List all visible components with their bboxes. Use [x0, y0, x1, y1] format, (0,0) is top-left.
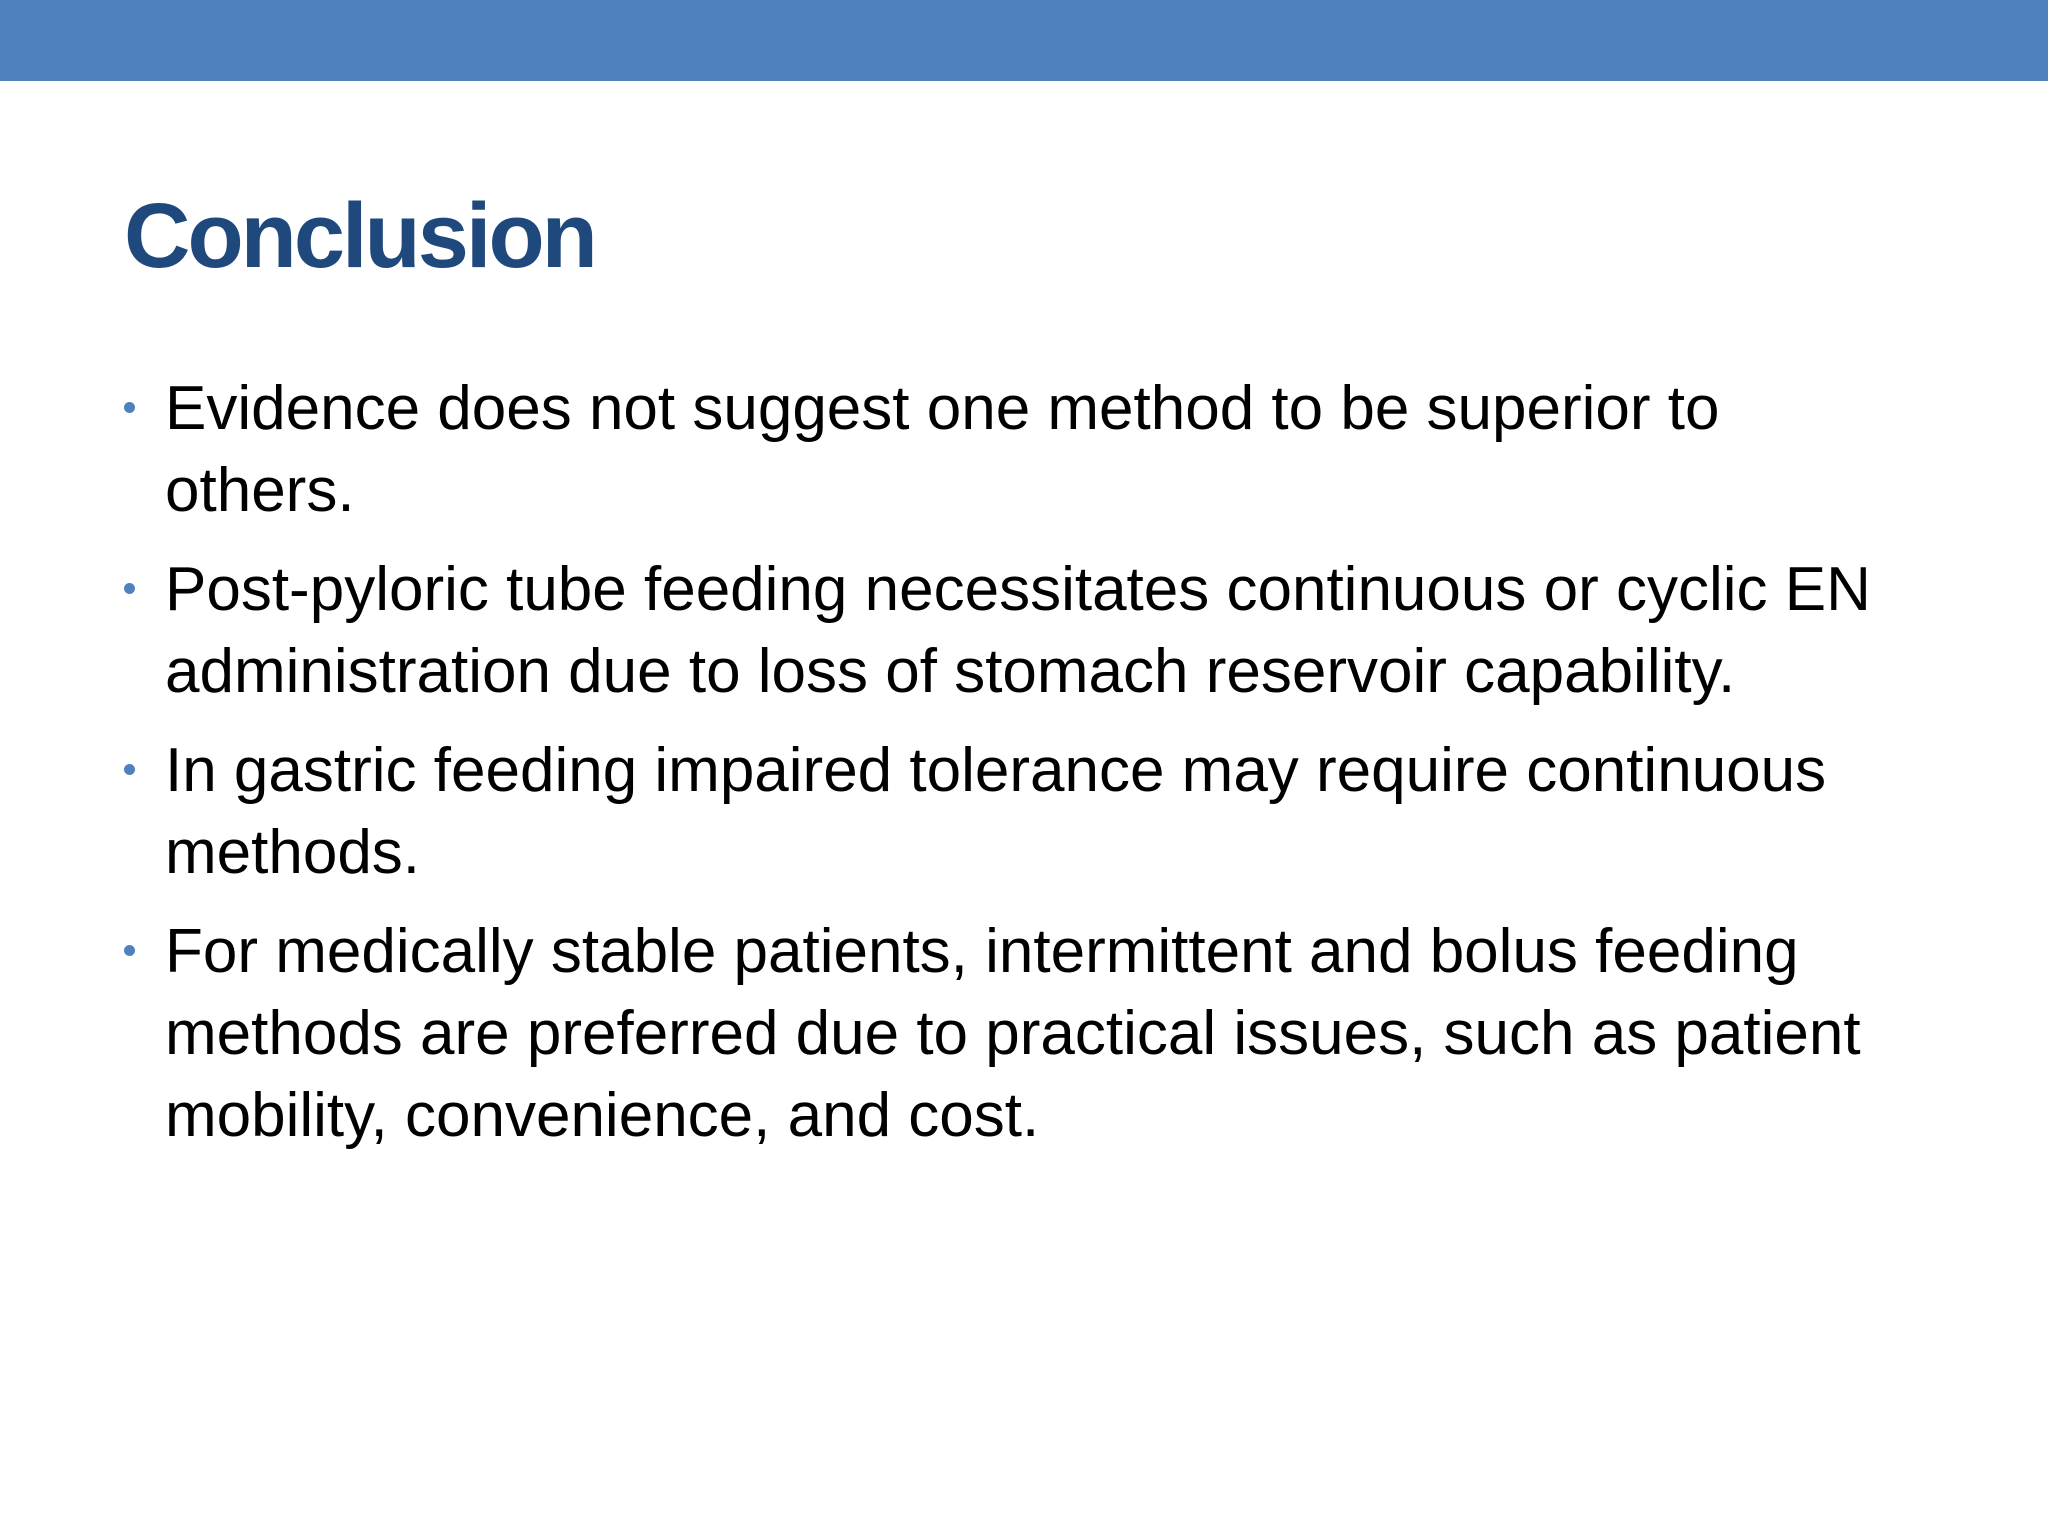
bullet-text: Post-pyloric tube feeding necessitates continuous or cyclic EN administration due to loss of stomach reservoir capability. — [165, 555, 1871, 706]
bullet-text: For medically stable patients, intermittent and bolus feeding methods are preferred due to practical issues, such as patient mobility, convenience, and cost. — [165, 917, 1861, 1150]
bullet-list — [124, 368, 1904, 1174]
bullet-item — [124, 911, 1904, 1157]
bullet-item — [124, 549, 1904, 713]
bullet-dot-icon — [124, 583, 135, 594]
bullet-item — [124, 730, 1904, 894]
bullet-dot-icon — [124, 402, 135, 413]
bullet-text: In gastric feeding impaired tolerance may require continuous methods. — [165, 736, 1827, 887]
bullet-dot-icon — [124, 945, 135, 956]
bullet-dot-icon — [124, 764, 135, 775]
bullet-item — [124, 368, 1904, 532]
header-accent-bar — [0, 0, 2048, 81]
slide-title: Conclusion — [124, 185, 595, 287]
bullet-text: Evidence does not suggest one method to be superior to others. — [165, 374, 1720, 525]
